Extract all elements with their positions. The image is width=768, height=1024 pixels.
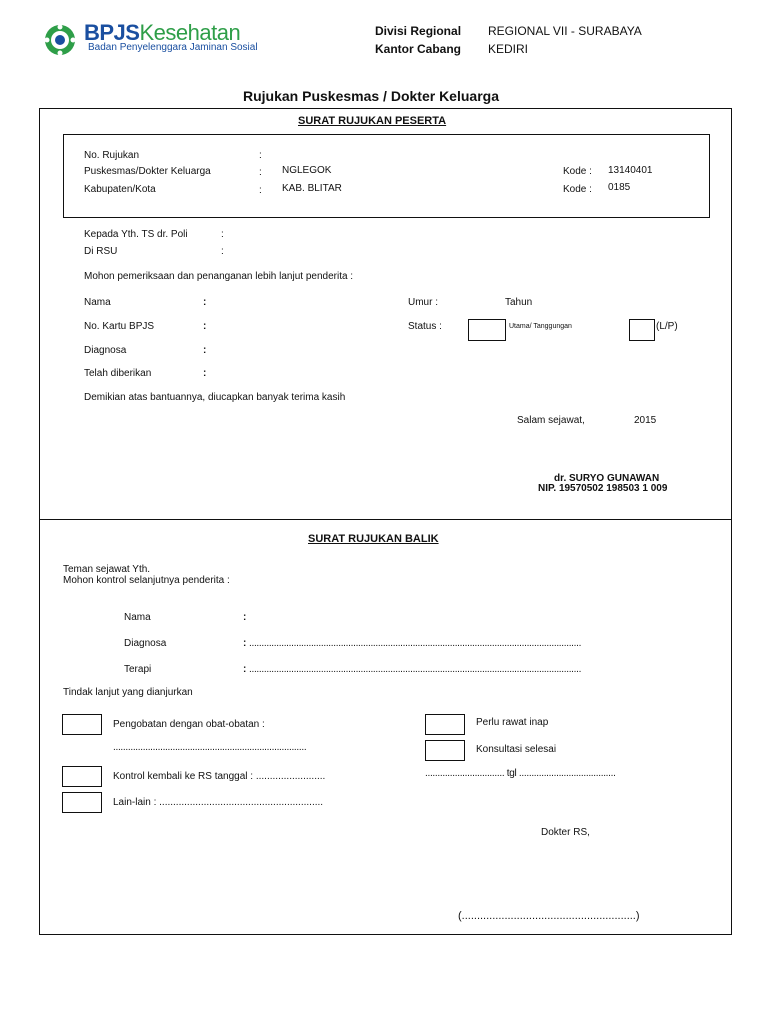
- pengobatan-dots: ..............................................................................: [113, 742, 307, 753]
- page-title: Rujukan Puskesmas / Dokter Keluarga: [243, 88, 499, 104]
- konsultasi-label: Konsultasi selesai: [476, 744, 557, 755]
- puskesmas-colon: :: [259, 167, 262, 178]
- lain-label: Lain-lain : ...........................................................: [113, 797, 324, 808]
- telah-label: Telah diberikan: [84, 368, 152, 379]
- doctor-nip: NIP. 19570502 198503 1 009: [538, 483, 668, 494]
- divisi-label: Divisi Regional: [375, 24, 462, 38]
- demikian-text: Demikian atas bantuannya, diucapkan banyak terima kasih: [84, 392, 346, 403]
- diagnosa-colon: :: [203, 345, 207, 356]
- pengobatan-checkbox[interactable]: [62, 714, 102, 735]
- kantor-label: Kantor Cabang: [375, 42, 462, 56]
- year-text: 2015: [634, 415, 657, 426]
- kepada-label: Kepada Yth. TS dr. Poli: [84, 229, 188, 240]
- kontrol-checkbox[interactable]: [62, 766, 102, 787]
- kode2-label: Kode :: [563, 184, 592, 195]
- kepada-colon: :: [221, 229, 224, 240]
- pengobatan-label: Pengobatan dengan obat-obatan :: [113, 719, 265, 730]
- gender-checkbox[interactable]: [629, 319, 655, 341]
- kartu-label: No. Kartu BPJS: [84, 321, 155, 332]
- balik-nama-colon: :: [243, 612, 247, 623]
- balik-nama-label: Nama: [124, 612, 151, 623]
- logo-subtitle: Badan Penyelenggara Jaminan Sosial: [88, 42, 258, 53]
- kode1-value: 13140401: [608, 165, 653, 176]
- status-hint: Utama/ Tanggungan: [509, 323, 572, 330]
- no-rujukan-label: No. Rujukan: [84, 150, 140, 161]
- gender-label: (L/P): [656, 321, 678, 332]
- kartu-colon: :: [203, 321, 207, 332]
- mohon-text: Mohon pemeriksaan dan penanganan lebih lanjut penderita :: [84, 271, 354, 282]
- rsu-label: Di RSU: [84, 246, 118, 257]
- peserta-heading: SURAT RUJUKAN PESERTA: [298, 115, 447, 127]
- rsu-colon: :: [221, 246, 224, 257]
- kantor-value: KEDIRI: [488, 42, 529, 56]
- kode2-value: 0185: [608, 182, 631, 193]
- rawat-inap-checkbox[interactable]: [425, 714, 465, 735]
- balik-diagnosa-label: Diagnosa: [124, 638, 167, 649]
- salam-text: Salam sejawat,: [517, 415, 585, 426]
- bpjs-logo-mark-icon: [44, 24, 76, 56]
- no-rujukan-colon: :: [259, 150, 262, 161]
- balik-mohon-text: Mohon kontrol selanjutnya penderita :: [63, 575, 230, 586]
- balik-diagnosa-colon: :: [243, 638, 247, 649]
- balik-diagnosa-dots: ......................................................................................................................................: [249, 638, 582, 649]
- bpjs-logo: [44, 20, 258, 60]
- signature-line: (.........................................................): [458, 910, 640, 922]
- rawat-inap-label: Perlu rawat inap: [476, 717, 549, 728]
- kabupaten-label: Kabupaten/Kota: [84, 184, 156, 195]
- umur-label: Umur :: [408, 297, 438, 308]
- nama-colon: :: [203, 297, 207, 308]
- kabupaten-value: KAB. BLITAR: [282, 183, 342, 194]
- tgl-line: ................................ tgl .......................................: [425, 768, 616, 779]
- tindak-text: Tindak lanjut yang dianjurkan: [63, 687, 193, 698]
- status-label: Status :: [408, 321, 442, 332]
- dokter-rs-label: Dokter RS,: [541, 827, 590, 838]
- terapi-dots: ......................................................................................................................................: [249, 664, 582, 675]
- kabupaten-colon: :: [259, 185, 262, 196]
- balik-heading: SURAT RUJUKAN BALIK: [308, 533, 439, 545]
- teman-text: Teman sejawat Yth.: [63, 564, 151, 575]
- terapi-colon: :: [243, 664, 247, 675]
- logo-brand-bpjs: BPJS: [84, 20, 140, 45]
- doctor-name: dr. SURYO GUNAWAN: [554, 473, 660, 484]
- lain-checkbox[interactable]: [62, 792, 102, 813]
- kode1-label: Kode :: [563, 166, 592, 177]
- kontrol-label: Kontrol kembali ke RS tanggal : .........................: [113, 771, 326, 782]
- diagnosa-label: Diagnosa: [84, 345, 127, 356]
- tahun-label: Tahun: [505, 297, 533, 308]
- konsultasi-checkbox[interactable]: [425, 740, 465, 761]
- puskesmas-label: Puskesmas/Dokter Keluarga: [84, 166, 211, 177]
- terapi-label: Terapi: [124, 664, 152, 675]
- telah-colon: :: [203, 368, 207, 379]
- puskesmas-value: NGLEGOK: [282, 165, 332, 176]
- status-checkbox[interactable]: [468, 319, 506, 341]
- section-divider: [39, 519, 731, 520]
- logo-brand-kesehatan: Kesehatan: [139, 20, 241, 45]
- nama-label: Nama: [84, 297, 111, 308]
- divisi-value: REGIONAL VII - SURABAYA: [488, 24, 642, 38]
